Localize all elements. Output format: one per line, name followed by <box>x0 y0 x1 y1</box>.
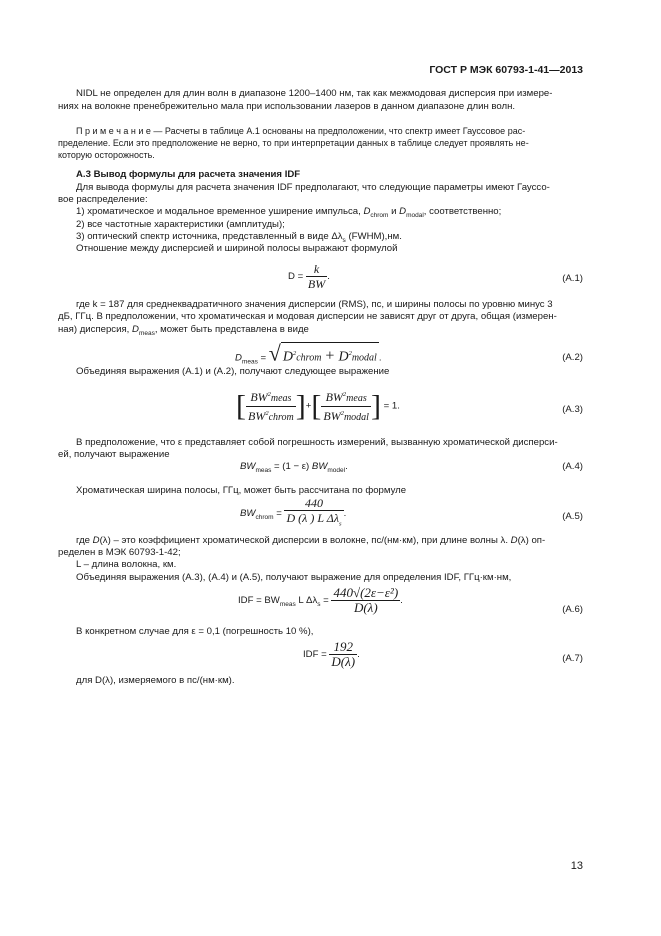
equation-subscript: chrom <box>296 352 322 364</box>
paragraph-line: В конкретном случае для ε = 0,1 (погрешность 10 %), <box>76 626 314 637</box>
equation-subscript: s <box>339 520 342 528</box>
fraction-numerator: 440 <box>305 496 324 510</box>
bracket: [ <box>311 389 322 423</box>
equation-text: . <box>357 649 360 661</box>
fraction-numerator: 440√(2ε−ε²) <box>333 585 399 600</box>
paragraph-line: вое распределение: <box>58 194 148 205</box>
equation-number: (А.3) <box>562 404 583 415</box>
paragraph-line: Объединяя выражения (А.3), (А.4) и (А.5), получают выражение для определения IDF, ГГц·км·нм, <box>76 572 512 583</box>
equation-text: = (1 − ε) <box>271 461 312 472</box>
list-item-text: , соответственно; <box>423 206 502 217</box>
equation-text: BW <box>325 390 343 404</box>
equation-subscript: meas <box>279 600 296 608</box>
fraction-numerator: k <box>306 262 327 277</box>
paragraph-line: Хроматическая ширина полосы, ГГц, может быть рассчитана по формуле <box>76 485 407 496</box>
equation-text: = 1. <box>380 400 400 412</box>
equation-number: (А.1) <box>562 273 583 284</box>
list-item-text: 3) оптический спектр источника, представленный в виде Δλ <box>76 231 343 242</box>
equation-number: (А.4) <box>562 461 583 472</box>
equation-number: (А.5) <box>562 511 583 522</box>
equation-text: . <box>345 461 348 472</box>
equation-operator: + <box>321 347 339 365</box>
fraction-denominator: D(λ) <box>331 654 356 669</box>
equation-subscript: meas <box>241 358 258 366</box>
equation-text: . <box>378 352 382 364</box>
equation-a3 <box>236 388 400 425</box>
equation-text: = <box>273 508 285 520</box>
equation-subscript: chrom <box>255 514 274 522</box>
equation-superscript: 2 <box>292 350 297 357</box>
paragraph-line: ниях на волокне пренебрежительно мала при использовании лазеров в данном диапазоне длин волн. <box>58 101 516 112</box>
equation-text: IDF = BW <box>238 595 280 607</box>
list-item-text: и <box>388 206 400 217</box>
equation-superscript: 2 <box>342 391 347 398</box>
paragraph-line: L – длина волокна, км. <box>76 559 177 570</box>
note-line: П р и м е ч а н и е — Расчеты в таблице А.1 основаны на предположении, что спектр имеет Гауссовое рас- <box>76 126 526 136</box>
bracket: [ <box>236 389 246 423</box>
note-line: пределение. Если это предположение не верно, то при интерпретации данных в таблице следует проявлять не- <box>58 138 529 148</box>
list-item-text: (FWHM),нм. <box>345 231 402 242</box>
equation-superscript: 2 <box>348 350 352 357</box>
equation-text: . <box>343 508 347 520</box>
equation-subscript: chrom <box>268 412 294 423</box>
equation-number: (А.7) <box>562 653 583 664</box>
equation-a1 <box>288 262 330 291</box>
paragraph-line: где k = 187 для среднеквадратичного значения дисперсии (RMS), пс, и ширины полосы по уровню минус 3 <box>76 299 553 310</box>
equation-subscript: meas <box>255 466 272 474</box>
equation-subscript: meas <box>270 393 292 404</box>
fraction-denominator: BW <box>307 277 326 291</box>
paragraph-line: где D(λ) – это коэффициент хроматической дисперсии в волокне, пс/(нм·км), при длине волны λ. D(λ) оп- <box>76 535 546 546</box>
equation-subscript: s <box>317 600 321 608</box>
paragraph-text: оп- <box>528 535 546 546</box>
standard-header: ГОСТ Р МЭК 60793-1-41—2013 <box>429 64 583 76</box>
paragraph-line: Для вывода формулы для расчета значения IDF предполагают, что следующие параметры имеют Гауссо- <box>76 182 550 193</box>
equation-number: (А.6) <box>562 604 583 615</box>
note-line: которую осторожность. <box>58 150 155 160</box>
equation-text: BW <box>240 508 256 520</box>
sqrt-sign: √ <box>268 340 281 366</box>
equation-text: BW <box>250 390 268 404</box>
fraction-denominator: D(λ) <box>353 600 378 615</box>
page-number: 13 <box>570 860 583 872</box>
paragraph-line: Объединяя выражения (А.1) и (А.2), получают следующее выражение <box>76 366 390 377</box>
equation-a6 <box>238 586 403 615</box>
equation-number: (А.2) <box>562 352 583 363</box>
paragraph-line: ей, получают выражение <box>58 449 170 460</box>
equation-a5 <box>240 496 346 531</box>
list-item: 3) оптический спектр источника, представленный в виде $\Delta\lambda_s$ (FWHM),нм. <box>76 231 402 244</box>
equation-superscript: 2 <box>267 391 271 398</box>
equation-text: BW <box>323 409 341 423</box>
list-item: 2) все частотные характеристики (амплитуды); <box>76 219 285 230</box>
paragraph-line: для D(λ), измеряемого в пс/(нм·км). <box>76 675 235 686</box>
equation-a7 <box>303 640 360 669</box>
paragraph-line: В предположение, что ε представляет собой погрешность измерений, вызванную хроматической дисперси- <box>76 437 558 448</box>
paragraph-line: дБ, ГГц. В предположении, что хроматическая и модовая дисперсии не зависят друг от друга, общая (измерен- <box>58 311 557 322</box>
section-title: А.3 Вывод формулы для расчета значения IDF <box>76 169 301 180</box>
equation-text: BW <box>248 409 266 423</box>
equation-subscript: modal <box>343 412 369 423</box>
equation-text: BW <box>311 461 328 472</box>
paragraph-line: ная) дисперсия, $D_{meas}$, может быть представлена в виде <box>58 324 309 337</box>
equation-text: D <box>235 352 242 364</box>
equation-superscript: 2 <box>340 410 344 417</box>
equation-text: = <box>320 595 332 607</box>
equation-text: D <box>282 349 293 365</box>
fraction-denominator: D (λ ) L Δλ <box>286 511 340 525</box>
equation-text: BW <box>240 461 256 472</box>
paragraph-text: , может быть представлена в виде <box>154 324 309 335</box>
equation-operator: + <box>305 400 312 412</box>
equation-text: D = <box>288 271 306 283</box>
equation-superscript: 2 <box>265 410 269 417</box>
paragraph-text: – это коэффициент хроматической дисперсии в волокне, пс/(нм·км), при длине волны λ. <box>110 535 511 546</box>
bracket: ] <box>370 389 381 423</box>
equation-subscript: meas <box>346 393 367 404</box>
paragraph-line: Отношение между дисперсией и шириной полосы выражают формулой <box>76 243 398 254</box>
equation-text: L Δλ <box>295 595 318 607</box>
equation-subscript: model <box>327 466 346 474</box>
paragraph-text: где <box>76 535 93 546</box>
equation-text: IDF = <box>303 649 330 661</box>
equation-text: D <box>338 349 349 365</box>
equation-subscript: modal <box>351 352 377 364</box>
equation-a4 <box>240 460 348 478</box>
equation-text: = <box>257 352 269 364</box>
list-item-text: 1) хроматическое и модальное временное уширение импульса, <box>76 206 364 217</box>
list-item: 1) хроматическое и модальное временное уширение импульса, $D_{chrom}$ и $D_{modal}$, соответственно; <box>76 206 502 219</box>
paragraph-text: ная) дисперсия, <box>58 324 132 335</box>
paragraph-line: NIDL не определен для длин волн в диапазоне 1200–1400 нм, так как межмодовая дисперсия при измере- <box>76 88 553 99</box>
equation-text: . <box>400 595 403 607</box>
equation-text: . <box>327 271 330 283</box>
paragraph-line: ределен в МЭК 60793-1-42; <box>58 547 181 558</box>
bracket: ] <box>295 389 306 423</box>
fraction-numerator: 192 <box>329 640 357 655</box>
